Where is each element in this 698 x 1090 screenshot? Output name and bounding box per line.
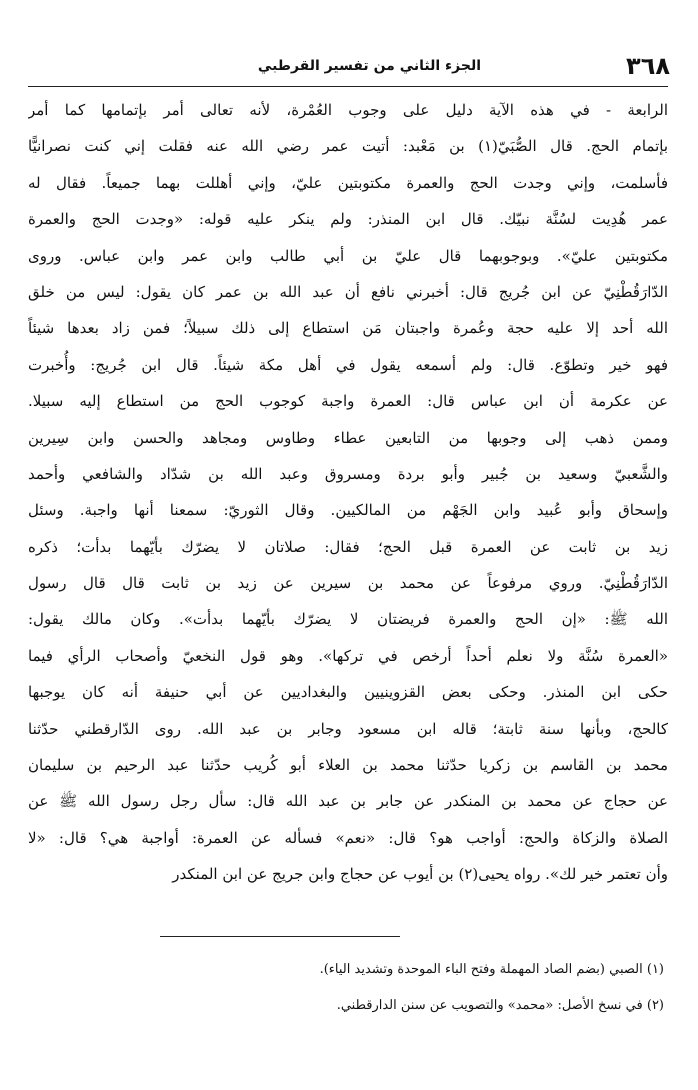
page-number: ٣٦٨ [626, 52, 670, 80]
text-line: فهو خير وتطوّع. قال: ولم أسمعه يقول في أهل مكة شيئاً. قال ابن جُريج: وأُخبرت [28, 355, 668, 374]
text-line: الله أحد إلا عليه حجة وعُمرة واجبتان مَن استطاع إلى ذلك سبيلاً؛ فمن زاد بعدها شيئاً [28, 319, 668, 338]
text-line: الدّارَقُطْنِيّ عن ابن جُريج قال: أخبرني نافع أن عبد الله بن عمر كان يقول: ليس من خلق [28, 282, 668, 301]
text-line: محمد بن القاسم بن زكريا حدّثنا محمد بن العلاء أبو كُريب حدّثنا عبد الرحيم بن سليمان [28, 756, 668, 775]
text-line: الدّارَقُطْنِيّ. وروي مرفوعاً عن محمد بن سيرين عن زيد بن ثابت قال قال رسول [28, 574, 668, 593]
text-line: عن حجاج عن محمد بن المنكدر عن جابر بن عبد الله قال: سأل رجل رسول الله ﷺ عن [28, 792, 668, 811]
text-line: وممن ذهب إلى وجوبها من التابعين عطاء وطاوس ومجاهد والحسن وابن سِيرين [28, 428, 668, 447]
body-text [28, 92, 668, 902]
text-line: عن عكرمة أن ابن عباس قال: العمرة واجبة كوجوب الحج من استطاع إليه سبيلا. [28, 392, 668, 411]
text-line: مكتوبتين عليّ». وبوجوبهما قال عليّ بن أبي طالب وابن عمر وابن عباس. وروى [28, 246, 668, 265]
header-divider [28, 86, 668, 87]
footnotes [28, 952, 664, 1024]
page-header [28, 46, 670, 86]
text-line: الله ﷺ: «إن الحج والعمرة فريضتان لا يضرّك بأيّهما بدأت». وكان مالك يقول: [28, 610, 668, 629]
text-line: كالحج، وبأنها سنة ثابتة؛ قاله ابن مسعود وجابر بن عبد الله. روى الدّارقطني حدّثنا [28, 719, 668, 738]
text-line: وأن تعتمر خير لك». رواه يحيى(٢) بن أيوب عن حجاج وابن جريج عن ابن المنكدر [172, 865, 668, 884]
text-line: حكى ابن المنذر. وحكى بعض القزوينيين والبغداديين عن أبي حنيفة أنه كان يوجبها [28, 683, 668, 702]
text-line: زيد بن ثابت عن العمرة قبل الحج؛ فقال: صلاتان لا يضرّك بأيّهما بدأت؛ ذكره [28, 537, 668, 556]
text-line: الصلاة والزكاة والحج: أواجب هو؟ قال: «نعم» فسأله عن العمرة: أواجبة هي؟ قال: «لا [28, 828, 668, 847]
running-title: الجزء الثاني من تفسير القرطبي [257, 58, 482, 74]
footnote-divider [160, 936, 400, 937]
footnote-2: (٢) في نسخ الأصل: «محمد» والتصويب عن سنن الدارقطني. [336, 998, 664, 1013]
text-line: «العمرة سُنَّة ولا نعلم أحداً أرخص في تركها». وهو قول النخعيّ وأصحاب الرأي فيما [28, 646, 668, 665]
footnote-1: (١) الصبي (بضم الصاد المهملة وفتح الباء الموحدة وتشديد الياء). [319, 962, 664, 977]
text-line: فأسلمت، وإني وجدت الحج والعمرة مكتوبتين عليّ، وإني أهللت بهما جميعاً. فقال له [28, 173, 668, 192]
text-line: بإتمام الحج. قال الصُّبَيّ(١) بن مَعْبد: أتيت عمر رضي الله عنه فقلت إني كنت نصرانيًّا [28, 137, 668, 156]
text-line: والشَّعبيّ وسعيد بن جُبير وأبو بردة ومسروق وعبد الله بن شدّاد والشافعي وأحمد [28, 464, 668, 483]
text-line: عمر هُدِيت لسُنَّة نبيّك. قال ابن المنذر: ولم ينكر عليه قوله: «وجدت الحج والعمرة [28, 210, 668, 229]
text-line: الرابعة - في هذه الآية دليل على وجوب العُمْرة، لأنه تعالى أمر بإتمامها كما أمر [28, 101, 668, 119]
text-line: وإسحاق وأبو عُبيد وابن الجَهْم من المالكيين. وقال الثوريّ: سمعنا أنها واجبة. وسئل [28, 501, 668, 520]
